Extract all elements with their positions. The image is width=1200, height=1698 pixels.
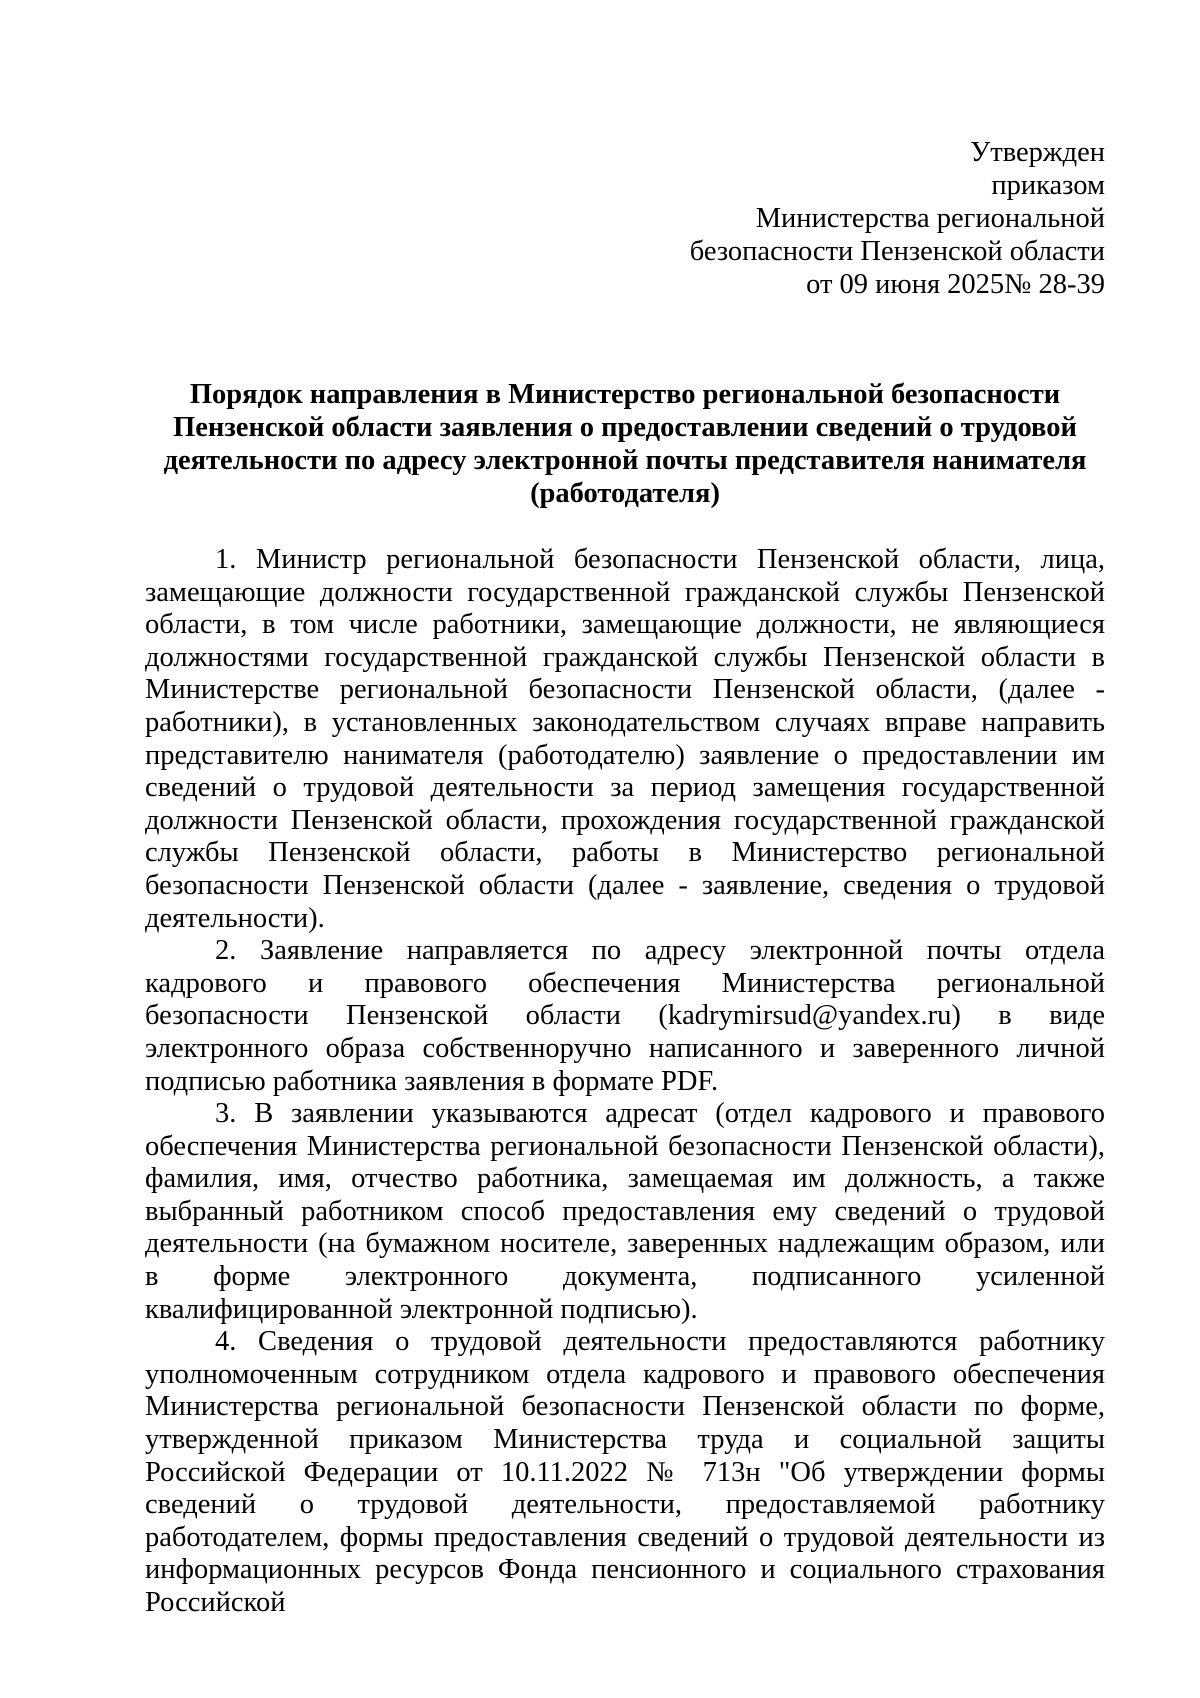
title-line-4: (работодателя) (530, 478, 720, 509)
approval-line-1: Утвержден (970, 137, 1105, 168)
approval-stamp-block (690, 136, 1105, 301)
document-body (145, 544, 1105, 1620)
approval-line-2: приказом (991, 170, 1105, 201)
approval-line-5: от 09 июня 2025№ 28-39 (806, 269, 1105, 300)
paragraph-4: 4. Сведения о трудовой деятельности предоставляются работнику уполномоченным сотрудником отдела кадрового и правового обеспечения Министерства региональной безопасности Пензенской области по форме, утвержденной приказом Министерства труда и социальной защиты Российской Федерации от 10.11.2022 № 713н "Об утверждении формы сведений о трудовой деятельности, предоставляемой работнику работодателем, формы предоставления сведений о трудовой деятельности из информационных ресурсов Фонда пенсионного и социального страхования Российской (145, 1326, 1105, 1618)
paragraph-1: 1. Министр региональной безопасности Пензенской области, лица, замещающие должности государственной гражданской службы Пензенской области, в том числе работники, замещающие должности, не являющиеся должностями государственной гражданской службы Пензенской области в Министерстве региональной безопасности Пензенской области, (далее - работники), в установленных законодательством случаях вправе направить представителю нанимателя (работодателю) заявление о предоставлении им сведений о трудовой деятельности за период замещения государственной должности Пензенской области, прохождения государственной гражданской службы Пензенской области, работы в Министерство региональной безопасности Пензенской области (далее - заявление, сведения о трудовой деятельности). (145, 544, 1105, 934)
title-line-2: Пензенской области заявления о предоставлении сведений о трудовой (173, 412, 1077, 443)
approval-line-3: Министерства региональной (755, 203, 1105, 234)
paragraph-3: 3. В заявлении указываются адресат (отдел кадрового и правового обеспечения Министерства региональной безопасности Пензенской области), фамилия, имя, отчество работника, замещаемая им должность, а также выбранный работником способ предоставления ему сведений о трудовой деятельности (на бумажном носителе, заверенных надлежащим образом, или в форме электронного документа, подписанного усиленной квалифицированной электронной подписью). (145, 1098, 1105, 1325)
document-title (145, 378, 1105, 510)
title-line-3: деятельности по адресу электронной почты представителя нанимателя (163, 445, 1087, 476)
paragraph-2: 2. Заявление направляется по адресу электронной почты отдела кадрового и правового обеспечения Министерства региональной безопасности Пензенской области (kadrymirsud@yandex.ru) в виде электронного образа собственноручно написанного и заверенного личной подписью работника заявления в формате PDF. (145, 935, 1105, 1097)
approval-line-4: безопасности Пензенской области (689, 236, 1105, 267)
title-line-1: Порядок направления в Министерство региональной безопасности (189, 379, 1061, 410)
